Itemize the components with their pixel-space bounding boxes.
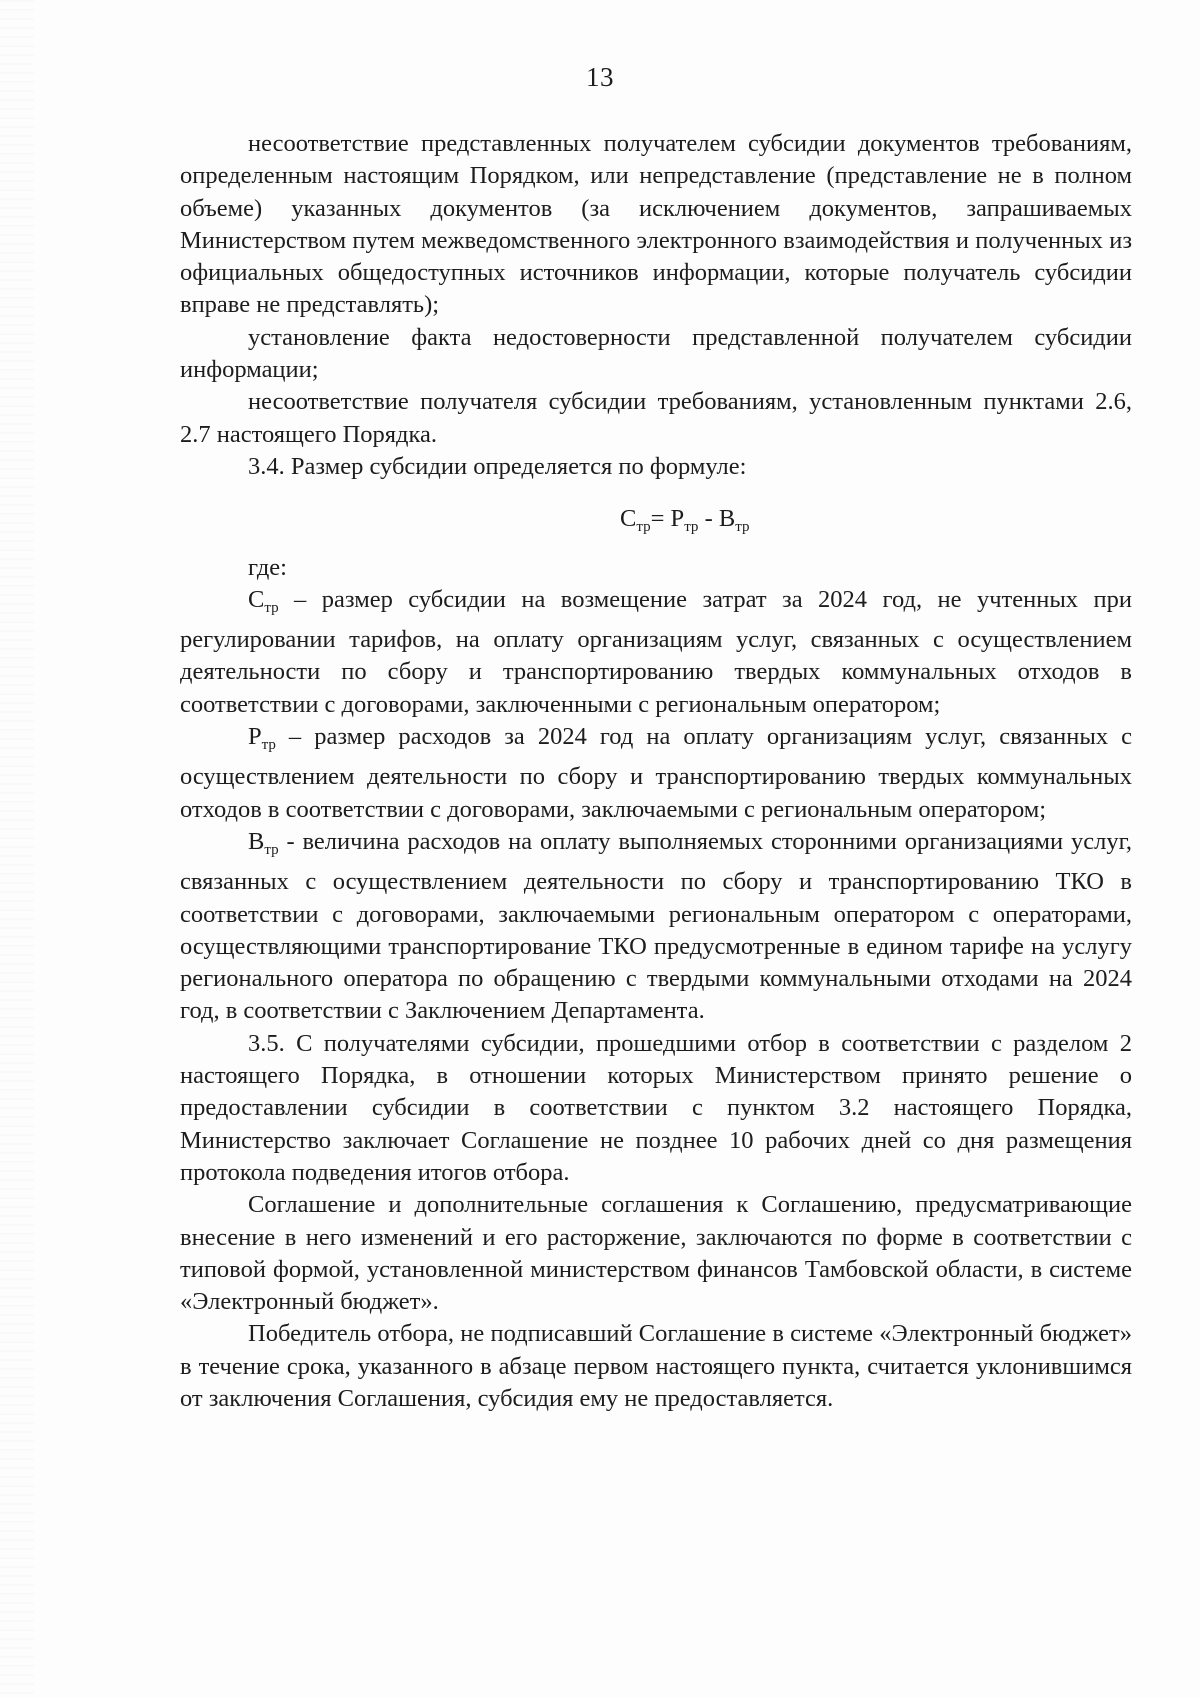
paragraph: 3.5. С получателями субсидии, прошедшими отбор в соответствии с разделом 2 настоящего Порядка, в отношении которых Министерством принято решение о предоставлении субсидии в соответствии с пунктом 3.2 настоящего Порядка, Министерство заключает Соглашение не позднее 10 рабочих дней со дня размещения протокола подведения итогов отбора. [180,1029,1132,1186]
definition-symbol: Р [248,723,262,751]
definition-symbol: В [248,827,265,855]
formula-b-sub: тр [735,519,750,536]
paragraph: Соглашение и дополнительные соглашения к Соглашению, предусматривающие внесение в него изменений и его расторжение, заключаются по форме в соответствии с типовой формой, установленной министерством финансов Тамбовской области, в системе «Электронный бюджет». [180,1191,1132,1316]
definition-symbol-sub: тр [264,841,279,858]
definition-text: – размер расходов за 2024 год на оплату организациям услуг, связанных с осуществлением деятельности по сбору и транспортированию твердых коммунальных отходов в соответствии с договорами, заключаемыми с региональным оператором; [180,723,1132,823]
definition-symbol: С [248,585,265,613]
definition-symbol-sub: тр [261,737,276,754]
paragraph: 3.4. Размер субсидии определяется по формуле: [248,452,747,480]
paragraph: несоответствие получателя субсидии требованиям, установленным пунктами 2.6, 2.7 настоящего Порядка. [180,388,1132,448]
paragraph: несоответствие представленных получателем субсидии документов требованиям, определенным настоящим Порядком, или непредставление (представление не в полном объеме) указанных документов (за исключением документов, запрашиваемых Министерством путем межведомственного электронного взаимодействия и полученных из официальных общедоступных источников информации, которые получатель субсидии вправе не представлять); [180,130,1132,319]
formula [180,503,1132,543]
formula-minus: - [698,505,719,533]
formula-p: Р [670,505,685,533]
definition-text: - величина расходов на оплату выполняемых сторонними организациями услуг, связанных с осуществлением деятельности по сбору и транспортированию ТКО в соответствии с договорами, заключаемыми региональным оператором с операторами, осуществляющими транспортирование ТКО предусмотренные в едином тарифе на услугу регионального оператора по обращению с твердыми коммунальными отходами на 2024 год, в соответствии с Заключением Департамента. [180,827,1132,1025]
definition-p [180,721,1132,826]
formula-p-sub: тр [684,519,699,536]
definition-b [180,826,1132,1028]
formula-c-sub: тр [636,519,651,536]
formula-c: С [620,505,637,533]
document-body [180,128,1132,1415]
formula-b: В [718,505,736,533]
definition-c [180,584,1132,721]
where-label: где: [248,553,287,581]
paragraph: Победитель отбора, не подписавший Соглашение в системе «Электронный бюджет» в течение срока, указанного в абзаце первом настоящего пункта, считается уклонившимся от заключения Соглашения, субсидия ему не предоставляется. [180,1320,1132,1412]
page-number: 13 [586,62,614,92]
definition-text: – размер субсидии на возмещение затрат за 2024 год, не учтенных при регулировании тарифов, на оплату организациям услуг, связанных с осуществлением деятельности по сбору и транспортированию твердых коммунальных отходов в соответствии с договорами, заключенными с региональным оператором; [180,585,1132,718]
scan-edge-left [0,0,34,1697]
definition-symbol-sub: тр [264,599,279,616]
formula-eq: = [650,505,671,533]
paragraph: установление факта недостоверности представленной получателем субсидии информации; [180,323,1132,384]
